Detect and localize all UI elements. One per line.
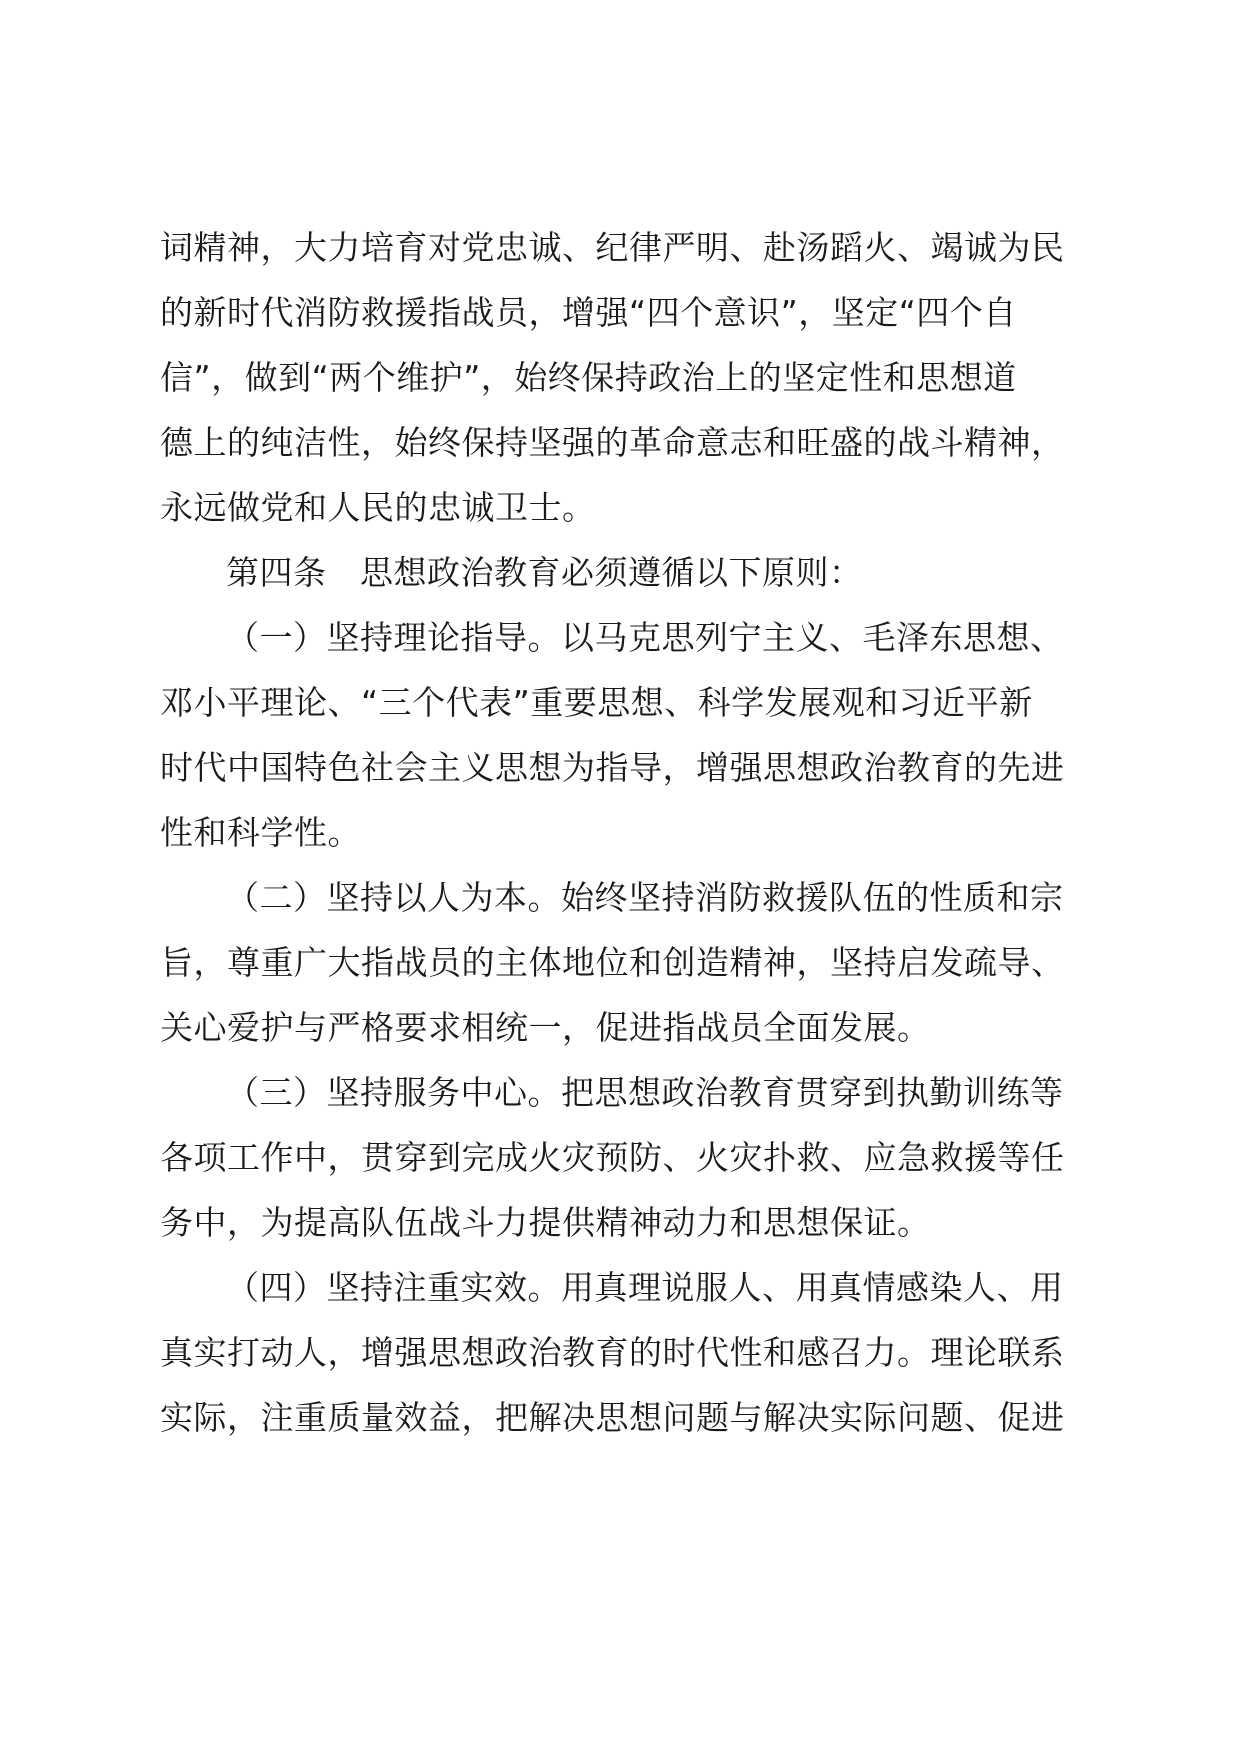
- principle-heading: （四）坚持注重实效。用真理说服人、用真情感染人、用: [226, 1268, 1064, 1307]
- text-line: 实际，注重质量效益，把解决思想问题与解决实际问题、促进: [160, 1398, 1065, 1437]
- text-line: 永远做党和人民的忠诚卫士。: [160, 488, 596, 527]
- text-line: 务中，为提高队伍战斗力提供精神动力和思想保证。: [160, 1203, 931, 1242]
- text-line: 性和科学性。: [160, 813, 361, 852]
- text-line: 邓小平理论、“三个代表”重要思想、科学发展观和习近平新: [160, 683, 1033, 722]
- document-page: [160, 215, 1090, 1450]
- text-line: 德上的纯洁性，始终保持坚强的革命意志和旺盛的战斗精神，: [160, 423, 1065, 462]
- text-line: 各项工作中，贯穿到完成火灾预防、火灾扑救、应急救援等任: [160, 1138, 1065, 1177]
- principle-heading: （二）坚持以人为本。始终坚持消防救援队伍的性质和宗: [226, 878, 1064, 917]
- article-heading: 第四条 思想政治教育必须遵循以下原则：: [226, 553, 863, 592]
- principle-heading: （一）坚持理论指导。以马克思列宁主义、毛泽东思想、: [226, 618, 1064, 657]
- text-line: 旨，尊重广大指战员的主体地位和创造精神，坚持启发疏导、: [160, 943, 1065, 982]
- principle-heading: （三）坚持服务中心。把思想政治教育贯穿到执勤训练等: [226, 1073, 1064, 1112]
- text-line: 的新时代消防救援指战员，增强“四个意识”，坚定“四个自: [160, 293, 1017, 332]
- text-line: 信”，做到“两个维护”，始终保持政治上的坚定性和思想道: [160, 358, 1017, 397]
- text-line: 时代中国特色社会主义思想为指导，增强思想政治教育的先进: [160, 748, 1065, 787]
- text-line: 关心爱护与严格要求相统一，促进指战员全面发展。: [160, 1008, 931, 1047]
- text-line: 词精神，大力培育对党忠诚、纪律严明、赴汤蹈火、竭诚为民: [160, 228, 1065, 267]
- text-line: 真实打动人，增强思想政治教育的时代性和感召力。理论联系: [160, 1333, 1065, 1372]
